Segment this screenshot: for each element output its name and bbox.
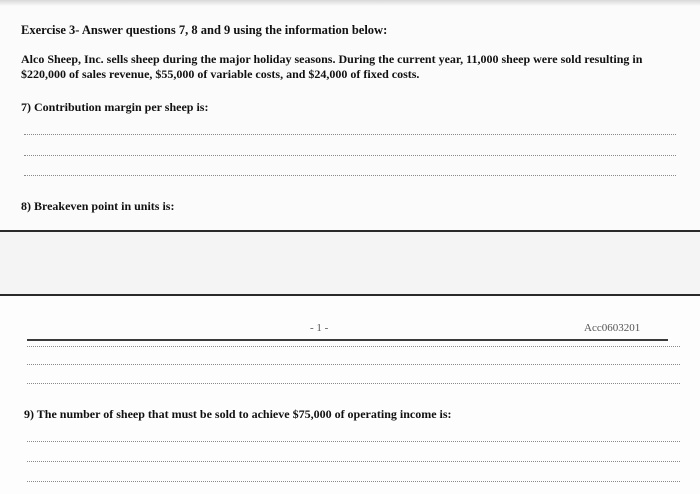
answer-line-9c (27, 481, 680, 482)
question-7: 7) Contribution margin per sheep is: (21, 100, 209, 114)
answer-line-7a (24, 134, 676, 135)
exercise-heading: Exercise 3- Answer questions 7, 8 and 9 using the information below: (21, 23, 388, 37)
answer-line-8c (27, 383, 680, 384)
answer-line-9a (27, 441, 680, 442)
question-9: 9) The number of sheep that must be sold to achieve $75,000 of operating income is: (24, 407, 452, 421)
exercise-paragraph: Alco Sheep, Inc. sells sheep during the major holiday seasons. During the current year, 11,000 sheep were sold resulting in $220,000 of sales revenue, $55,000 of variable costs, and $24,000 of fixed costs. (21, 52, 643, 81)
document-code: Acc0603201 (584, 322, 641, 334)
page-gap-band (0, 232, 700, 294)
answer-line-9b (27, 461, 680, 462)
answer-line-8b (27, 364, 680, 365)
page-number: - 1 - (310, 322, 329, 334)
answer-line-7c (24, 175, 676, 176)
answer-line-8a (27, 346, 680, 347)
page-edge-shadow (0, 0, 700, 6)
question-8: 8) Breakeven point in units is: (21, 199, 175, 213)
footer-rule (27, 339, 668, 341)
answer-line-7b (24, 155, 676, 156)
